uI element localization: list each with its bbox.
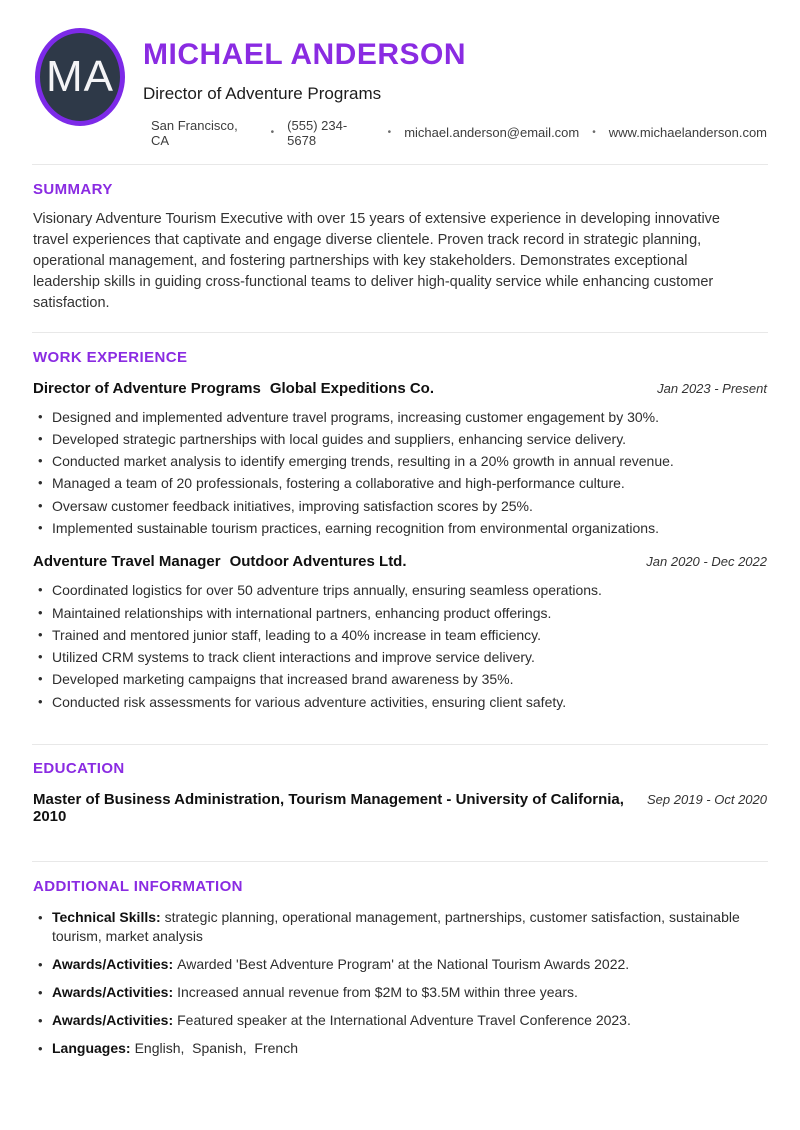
- job-company: Global Expeditions Co.: [269, 379, 435, 397]
- job-bullet: • Coordinated logistics for over 50 adventure trips annually, ensuring seamless operations.: [33, 579, 767, 601]
- education-degree: Master of Business Administration, Tourism Management - University of California, 2010: [33, 791, 624, 826]
- info-text: strategic planning, operational management, partnerships, customer satisfaction, sustainable tourism, market analysis: [52, 909, 744, 945]
- additional-information-heading: ADDITIONAL INFORMATION: [33, 878, 243, 896]
- info-label: Awards/Activities:: [52, 956, 174, 973]
- contact-phone: (555) 234-5678: [287, 117, 348, 148]
- separator-dot: •: [270, 127, 275, 138]
- contact-line: [151, 118, 767, 148]
- additional-info-item: [33, 1039, 767, 1058]
- job-bullet-list: [33, 406, 767, 540]
- contact-email: michael.anderson@email.com: [404, 125, 580, 140]
- job-bullet: • Conducted market analysis to identify emerging trends, resulting in a 20% growth in annual revenue.: [33, 450, 767, 472]
- job-bullet: • Managed a team of 20 professionals, fostering a collaborative and high-performance culture.: [33, 472, 767, 494]
- additional-info-item: [33, 1011, 767, 1030]
- contact-location: San Francisco, CA: [151, 117, 238, 148]
- additional-info-item: [33, 955, 767, 974]
- section-summary: [0, 181, 800, 314]
- work-experience-heading: WORK EXPERIENCE: [33, 348, 188, 366]
- job-bullet: • Developed strategic partnerships with local guides and suppliers, enhancing service delivery.: [33, 428, 767, 450]
- contact-website: www.michaelanderson.com: [608, 125, 767, 140]
- candidate-title: Director of Adventure Programs: [143, 83, 382, 103]
- additional-info-list: [33, 908, 767, 1058]
- header-text: [143, 28, 767, 148]
- info-text: Increased annual revenue from $2M to $3.5M within three years.: [177, 984, 578, 1001]
- summary-heading: SUMMARY: [33, 180, 113, 198]
- divider: [32, 332, 768, 333]
- job-bullet: • Oversaw customer feedback initiatives, improving satisfaction scores by 25%.: [33, 495, 767, 517]
- section-education: [0, 760, 800, 825]
- job-title: Director of Adventure Programs: [33, 379, 261, 397]
- job-dates: Jan 2020 - Dec 2022: [646, 554, 767, 570]
- divider: [32, 861, 768, 862]
- info-label: Technical Skills:: [52, 909, 161, 926]
- info-label: Awards/Activities:: [52, 1012, 174, 1029]
- job-header: [33, 380, 767, 397]
- avatar-initials: MA: [46, 52, 114, 101]
- education-entry: [33, 791, 767, 825]
- additional-info-item: [33, 983, 767, 1002]
- divider: [32, 744, 768, 745]
- job-bullet: • Trained and mentored junior staff, leading to a 40% increase in team efficiency.: [33, 624, 767, 646]
- job-bullet: • Implemented sustainable tourism practices, earning recognition from environmental organizations.: [33, 517, 767, 539]
- summary-text: Visionary Adventure Tourism Executive with over 15 years of extensive experience in developing innovative travel experiences that captivate and engage diverse clientele. Proven track record in strategic planning, operational management, and fostering partnerships with key stakeholders. Demonstrates exceptional leadership skills in guiding cross-functional teams to deliver high-quality service while enhancing customer satisfaction.: [33, 210, 720, 311]
- education-dates: Sep 2019 - Oct 2020: [647, 792, 767, 808]
- job-title: Adventure Travel Manager: [33, 553, 221, 571]
- separator-dot: •: [387, 127, 392, 138]
- job-bullet-list: [33, 579, 767, 713]
- job-header: [33, 553, 767, 570]
- avatar: [35, 28, 125, 126]
- separator-dot: •: [592, 127, 596, 138]
- job-dates: Jan 2023 - Present: [657, 380, 767, 396]
- job-title-line: [33, 380, 434, 397]
- info-label: Awards/Activities:: [52, 984, 174, 1001]
- additional-info-item: [33, 908, 767, 946]
- job-bullet: • Developed marketing campaigns that increased brand awareness by 35%.: [33, 668, 767, 690]
- job-bullet: • Conducted risk assessments for various adventure activities, ensuring client safety.: [33, 691, 767, 713]
- section-additional-information: [0, 878, 800, 1058]
- job-title-line: [33, 553, 407, 570]
- candidate-name: MICHAEL ANDERSON: [143, 38, 467, 71]
- section-work-experience: [0, 349, 800, 714]
- resume-header: [0, 0, 800, 148]
- divider: [32, 164, 768, 165]
- info-text: Featured speaker at the International Adventure Travel Conference 2023.: [177, 1012, 631, 1029]
- job-bullet: • Utilized CRM systems to track client interactions and improve service delivery.: [33, 646, 767, 668]
- job-entry: [33, 553, 767, 713]
- job-company: Outdoor Adventures Ltd.: [229, 553, 407, 571]
- info-label: Languages:: [52, 1040, 131, 1057]
- info-text: English, Spanish, French: [134, 1040, 298, 1057]
- job-bullet: • Designed and implemented adventure travel programs, increasing customer engagement by 30%.: [33, 406, 767, 428]
- job-entry: [33, 380, 767, 540]
- job-bullet: • Maintained relationships with international partners, enhancing product offerings.: [33, 602, 767, 624]
- education-heading: EDUCATION: [33, 760, 125, 778]
- info-text: Awarded 'Best Adventure Program' at the National Tourism Awards 2022.: [177, 956, 630, 973]
